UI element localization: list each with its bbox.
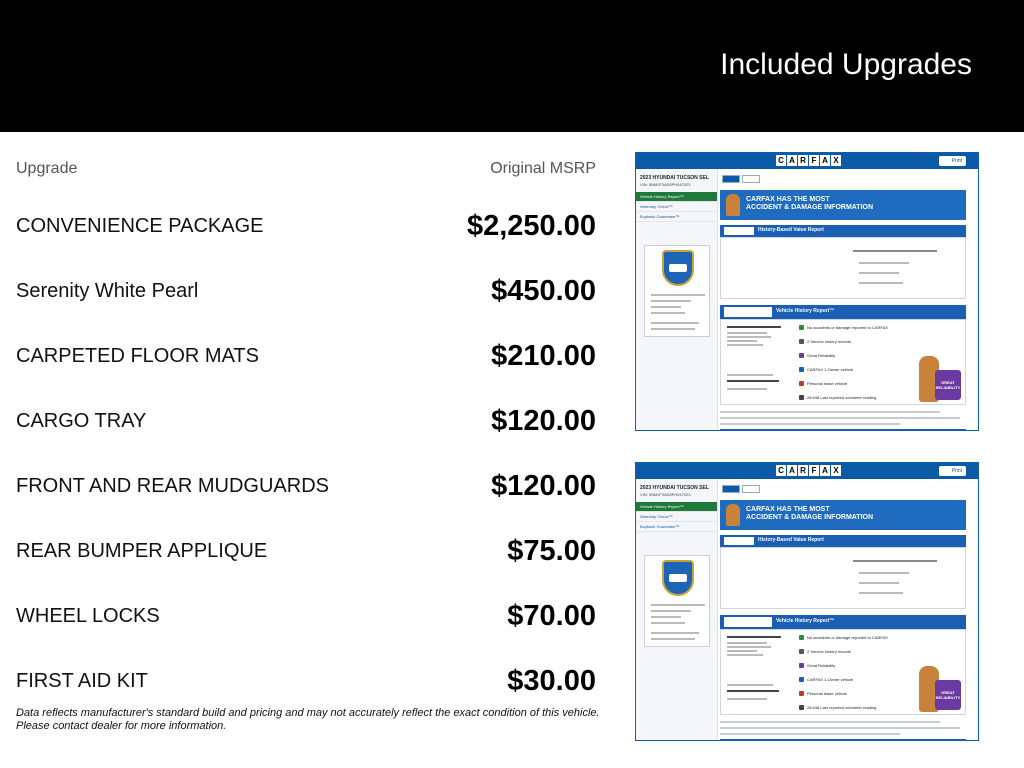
history-item-label: Personal lease vehicle (807, 380, 848, 386)
dealer-card (644, 555, 710, 647)
upgrade-price: $120.00 (491, 470, 596, 502)
carfax-nav-item[interactable]: Warranty Check™ (636, 512, 717, 522)
carfax-nav-item[interactable]: Warranty Check™ (636, 202, 717, 212)
banner-line: ACCIDENT & DAMAGE INFORMATION (746, 204, 874, 211)
history-item-icon (799, 635, 804, 640)
language-tabs[interactable] (722, 175, 760, 183)
upgrade-name: CARGO TRAY (16, 410, 147, 432)
carfax-shield-icon (662, 250, 694, 286)
history-item-icon (799, 677, 804, 682)
banner-line: CARFAX HAS THE MOST (746, 196, 830, 203)
carfax-logo-letter: R (798, 465, 808, 476)
carfax-logo-mini (724, 227, 754, 235)
disclaimer-line: Please contact dealer for more information. (16, 720, 227, 732)
history-item-icon (799, 705, 804, 710)
history-report-section (720, 615, 966, 629)
history-item-icon (799, 353, 804, 358)
history-item-label: No accidents or damage reported to CARFAX (807, 324, 888, 330)
history-item-label: No accidents or damage reported to CARFAX (807, 634, 888, 640)
print-button[interactable]: Print (939, 466, 966, 476)
value-report-section (720, 535, 966, 547)
value-report-box (720, 547, 966, 609)
history-report-box (720, 319, 966, 405)
history-item (799, 352, 835, 358)
history-item-icon (799, 339, 804, 344)
vehicle-vin: VIN: 5NMJF3AE8PH047023 (640, 492, 691, 497)
upgrade-price: $30.00 (507, 665, 596, 697)
upgrade-price: $75.00 (507, 535, 596, 567)
carfax-report-thumbnail[interactable] (635, 152, 979, 431)
upgrade-name: FIRST AID KIT (16, 670, 148, 692)
disclaimer-line: Data reflects manufacturer's standard build and pricing and may not accurately reflect the exact condition of this vehicle. (16, 707, 600, 719)
upgrade-name: FRONT AND REAR MUDGUARDS (16, 475, 329, 497)
fox-mascot-icon (726, 194, 740, 216)
upgrade-price: $450.00 (491, 275, 596, 307)
carfax-banner (720, 190, 966, 220)
language-tabs[interactable] (722, 485, 760, 493)
history-item (799, 662, 835, 668)
table-row (16, 454, 596, 519)
carfax-logo-letter: X (831, 155, 841, 166)
upgrade-name: WHEEL LOCKS (16, 605, 160, 627)
carfax-logo-letter: F (809, 465, 819, 476)
section-label: History-Based Value Report (758, 537, 824, 543)
carfax-logo-letter: A (820, 155, 830, 166)
carfax-logo-letter: A (820, 465, 830, 476)
upgrades-table (16, 160, 596, 714)
history-item-icon (799, 325, 804, 330)
carfax-banner (720, 500, 966, 530)
upgrade-price: $70.00 (507, 600, 596, 632)
carfax-topbar (636, 153, 978, 169)
history-item-label: CARFAX 1-Owner vehicle (807, 676, 854, 682)
history-item (799, 704, 876, 710)
vehicle-name: 2023 HYUNDAI TUCSON SEL (640, 175, 709, 181)
history-item-icon (799, 395, 804, 400)
page-title: Included Upgrades (720, 48, 972, 81)
value-report-section (720, 225, 966, 237)
vehicle-name: 2023 HYUNDAI TUCSON SEL (640, 485, 709, 491)
history-item-label: 2 Service history records (807, 648, 852, 654)
history-item (799, 394, 876, 400)
carfax-sidebar (636, 169, 718, 431)
vehicle-vin: VIN: 5NMJF3AE8PH047023 (640, 182, 691, 187)
history-item-label: Personal lease vehicle (807, 690, 848, 696)
history-item (799, 324, 888, 330)
section-label: Vehicle History Report™ (776, 308, 835, 314)
history-item-icon (799, 381, 804, 386)
carfax-nav-item[interactable]: Vehicle History Report™ (636, 502, 717, 512)
carfax-sidebar (636, 479, 718, 741)
carfax-logo (776, 465, 841, 476)
carfax-logo-mini (724, 307, 772, 317)
history-item (799, 338, 851, 344)
upgrade-name: REAR BUMPER APPLIQUE (16, 540, 268, 562)
upgrade-name: Serenity White Pearl (16, 280, 199, 302)
history-item-label: Great Reliability (807, 662, 836, 668)
carfax-nav-item[interactable]: Buyback Guarantee™ (636, 522, 717, 532)
disclaimer (16, 707, 606, 733)
table-header (16, 160, 596, 182)
carfax-logo-mini (724, 617, 772, 627)
carfax-shield-icon (662, 560, 694, 596)
print-button[interactable]: Print (939, 156, 966, 166)
history-item-icon (799, 649, 804, 654)
column-header-upgrade: Upgrade (16, 160, 78, 177)
carfax-main (720, 479, 978, 741)
history-item (799, 690, 847, 696)
great-reliability-badge: GREAT RELIABILITY (935, 370, 961, 400)
carfax-logo-letter: A (787, 465, 797, 476)
upgrade-name: CARPETED FLOOR MATS (16, 345, 259, 367)
carfax-logo-letter: C (776, 465, 786, 476)
history-item-label: CARFAX 1-Owner vehicle (807, 366, 854, 372)
table-row (16, 389, 596, 454)
history-item-label: Great Reliability (807, 352, 836, 358)
history-item-label: 28,648 Last reported odometer reading (807, 394, 877, 400)
carfax-nav (636, 502, 717, 532)
carfax-topbar (636, 463, 978, 479)
section-label: History-Based Value Report (758, 227, 824, 233)
carfax-logo-letter: C (776, 155, 786, 166)
upgrade-price: $120.00 (491, 405, 596, 437)
table-row (16, 324, 596, 389)
column-header-msrp: Original MSRP (490, 160, 596, 177)
table-row (16, 259, 596, 324)
history-item-icon (799, 691, 804, 696)
banner-line: ACCIDENT & DAMAGE INFORMATION (746, 514, 874, 521)
value-report-box (720, 237, 966, 299)
history-report-section (720, 305, 966, 319)
great-reliability-badge: GREAT RELIABILITY (935, 680, 961, 710)
dealer-card (644, 245, 710, 337)
fox-mascot-icon (726, 504, 740, 526)
history-item (799, 676, 853, 682)
carfax-nav-item[interactable]: Vehicle History Report™ (636, 192, 717, 202)
header-bar (0, 0, 1024, 132)
history-item (799, 634, 888, 640)
table-row (16, 649, 596, 714)
carfax-logo-letter: X (831, 465, 841, 476)
history-item (799, 380, 847, 386)
history-item-label: 2 Service history records (807, 338, 852, 344)
history-item-label: 28,648 Last reported odometer reading (807, 704, 877, 710)
table-row (16, 519, 596, 584)
carfax-logo-mini (724, 537, 754, 545)
table-row (16, 584, 596, 649)
carfax-logo-letter: A (787, 155, 797, 166)
history-item (799, 648, 851, 654)
carfax-logo-letter: R (798, 155, 808, 166)
carfax-main (720, 169, 978, 431)
upgrade-name: CONVENIENCE PACKAGE (16, 215, 264, 237)
history-item (799, 366, 853, 372)
section-label: Vehicle History Report™ (776, 618, 835, 624)
history-item-icon (799, 663, 804, 668)
banner-line: CARFAX HAS THE MOST (746, 506, 830, 513)
carfax-logo (776, 155, 841, 166)
history-report-box (720, 629, 966, 715)
table-row (16, 194, 596, 259)
carfax-report-thumbnail[interactable] (635, 462, 979, 741)
upgrade-price: $2,250.00 (466, 210, 596, 242)
carfax-logo-letter: F (809, 155, 819, 166)
history-item-icon (799, 367, 804, 372)
upgrade-price: $210.00 (491, 340, 596, 372)
carfax-nav-item[interactable]: Buyback Guarantee™ (636, 212, 717, 222)
carfax-nav (636, 192, 717, 222)
